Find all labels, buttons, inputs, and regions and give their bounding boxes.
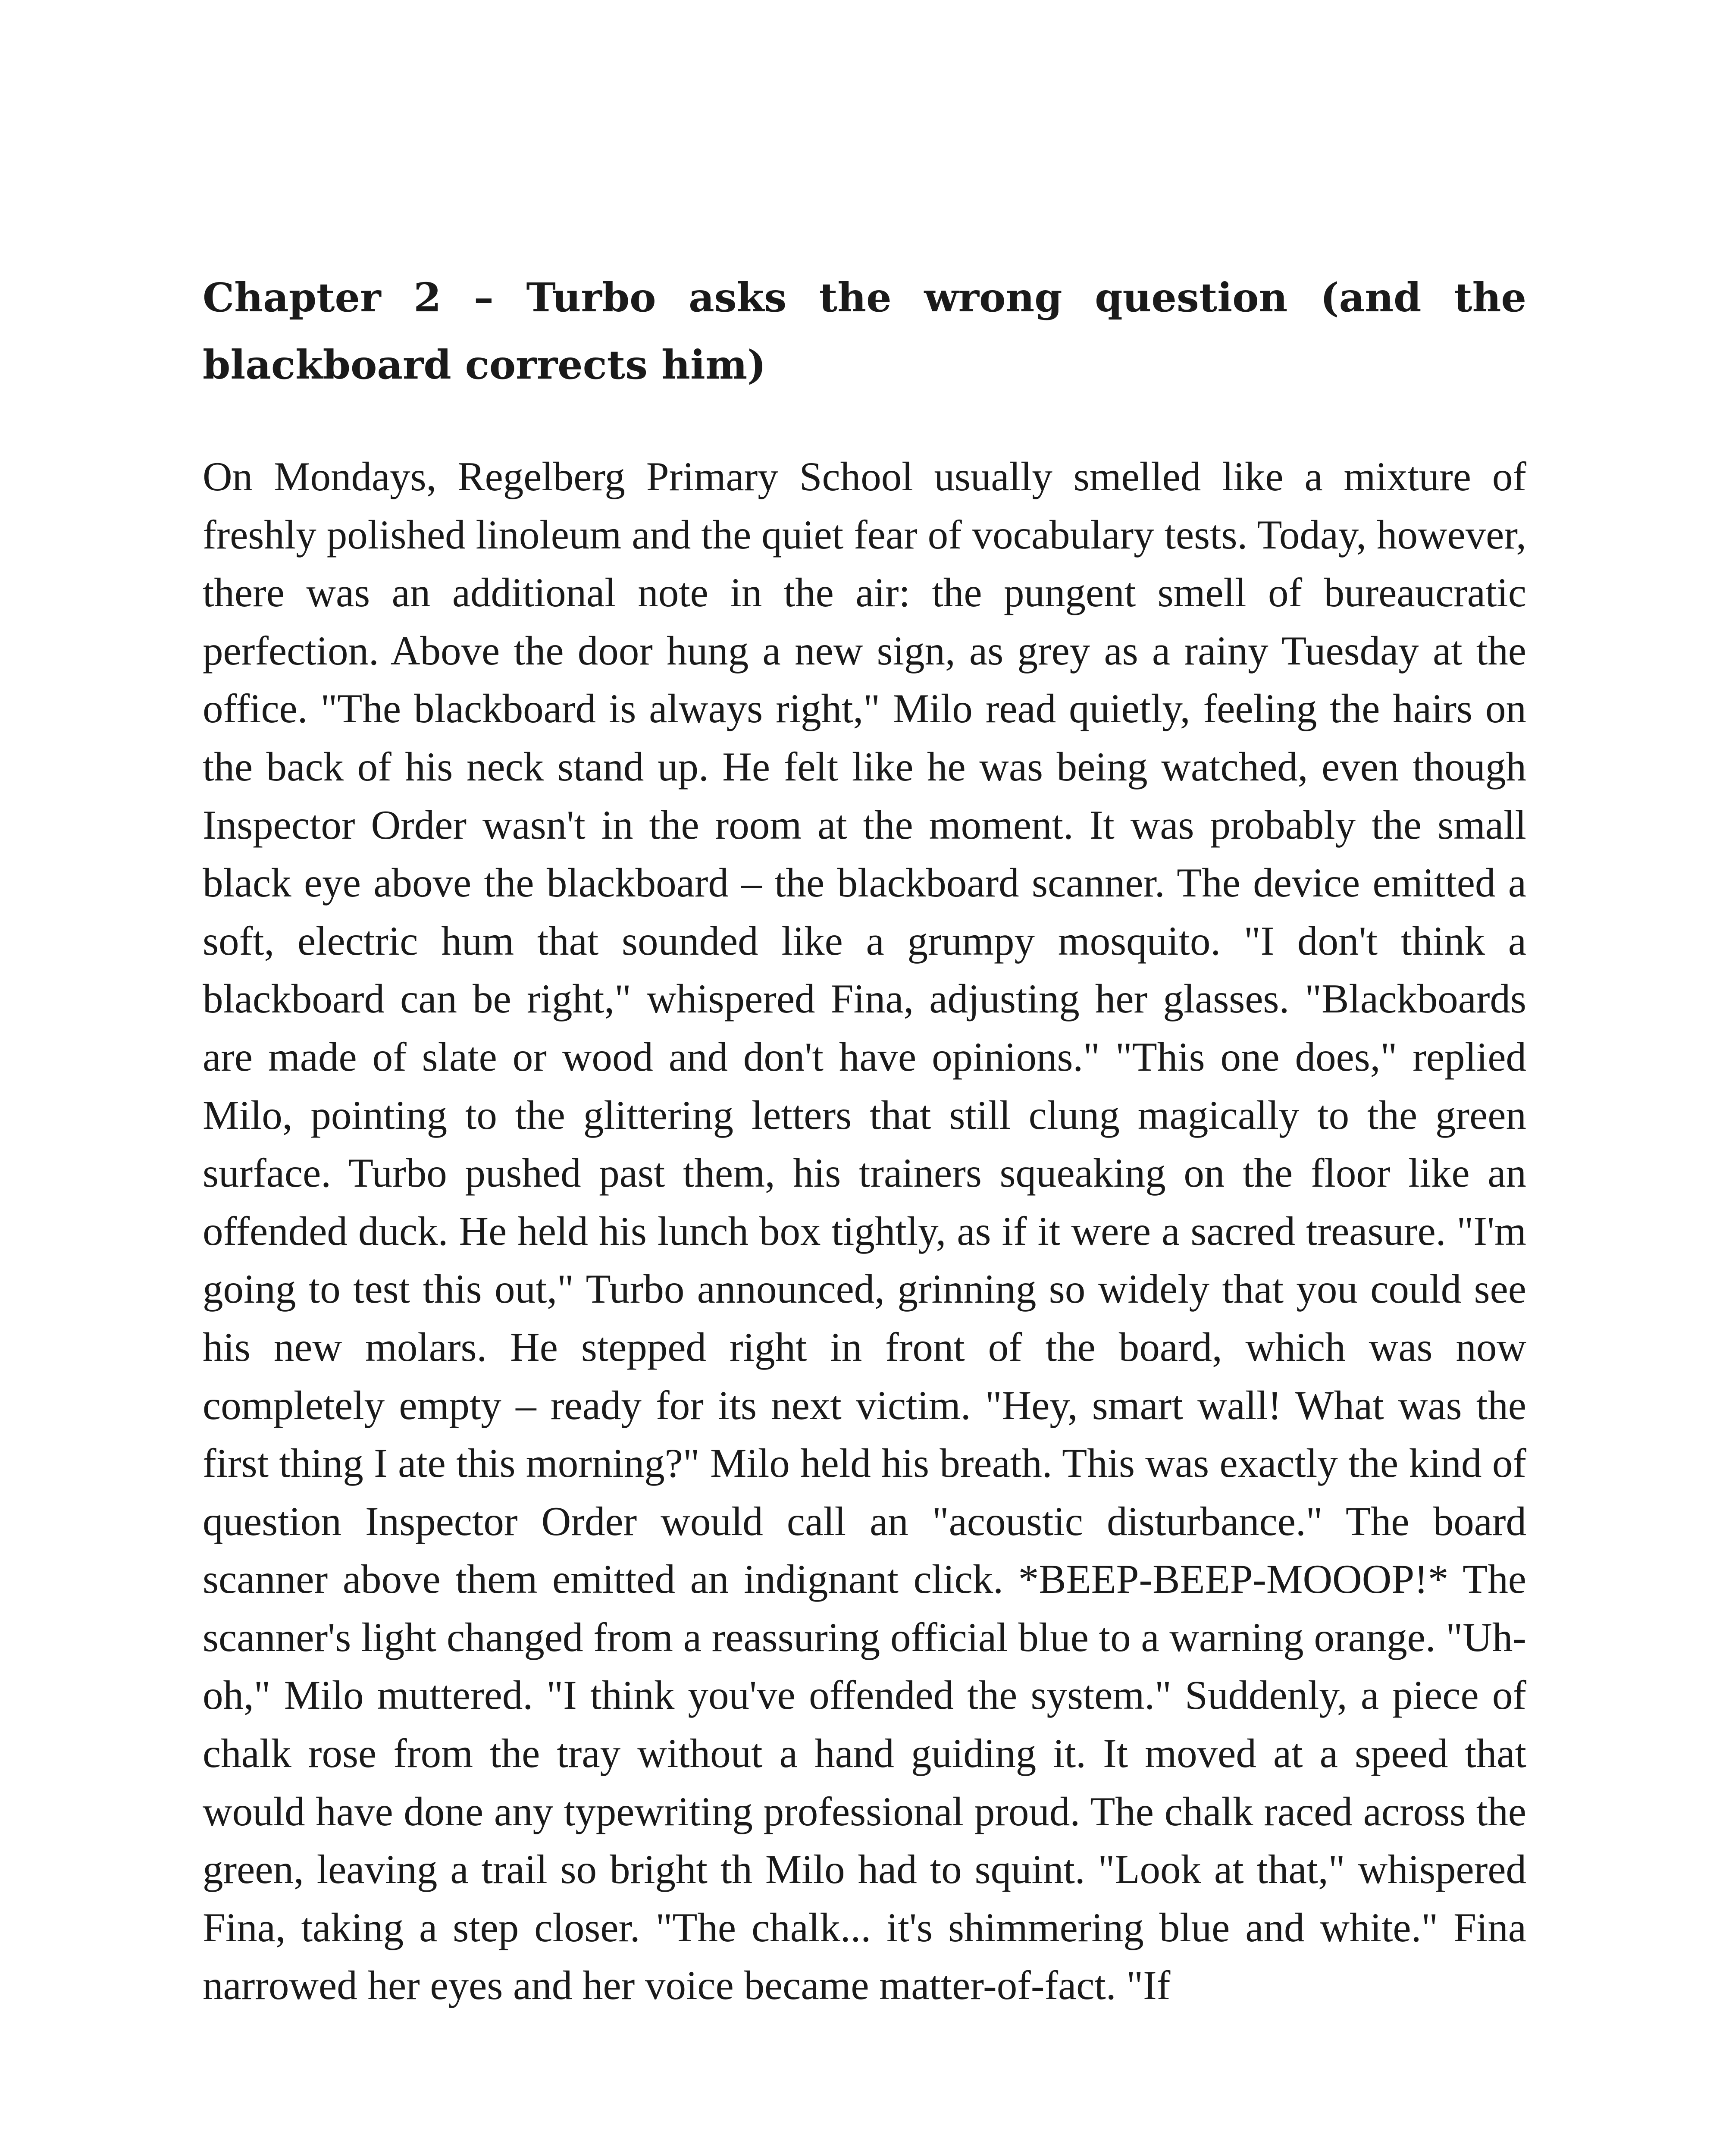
chapter-heading: Chapter 2 – Turbo asks the wrong question (and the blackboard corrects him) <box>203 274 1526 388</box>
chapter-paragraph: On Mondays, Regelberg Primary School usually smelled like a mixture of freshly polished linoleum and the quiet fear of vocabulary tests. Today, however, there was an additional note in the air: the pungent smell of bureaucratic perfection. Above the door hung a new sign, as grey as a rainy Tuesday at the office. "The blackboard is always right," Milo read quietly, feeling the hairs on the back of his neck stand up. He felt like he was being watched, even though Inspector Order wasn't in the room at the moment. It was probably the small black eye above the blackboard – the blackboard scanner. The device emitted a soft, electric hum that sounded like a grumpy mosquito. "I don't think a blackboard can be right," whispered Fina, adjusting her glasses. "Blackboards are made of slate or wood and don't have opinions." "This one does," replied Milo, pointing to the glittering letters that still clung magically to the green surface. Turbo pushed past them, his trainers squeaking on the floor like an offended duck. He held his lunch box tightly, as if it were a sacred treasure. "I'm going to test this out," Turbo announced, grinning so widely that you could see his new molars. He stepped right in front of the board, which was now completely empty – ready for its next victim. "Hey, smart wall! What was the first thing I ate this morning?" Milo held his breath. This was exactly the kind of question Inspector Order would call an "acoustic disturbance." The board scanner above them emitted an indignant click. *BEEP-BEEP-MOOOP!* The scanner's light changed from a reassuring official blue to a warning orange. "Uh-oh," Milo muttered. "I think you've offended the system." Suddenly, a piece of chalk rose from the tray without a hand guiding it. It moved at a speed that would have done any typewriting professional proud. The chalk raced across the green, leaving a trail so bright th Milo had to squint. "Look at that," whispered Fina, taking a step closer. "The chalk... it's shimmering blue and white." Fina narrowed her eyes and her voice became matter-of-fact. "If <box>203 454 1526 2009</box>
